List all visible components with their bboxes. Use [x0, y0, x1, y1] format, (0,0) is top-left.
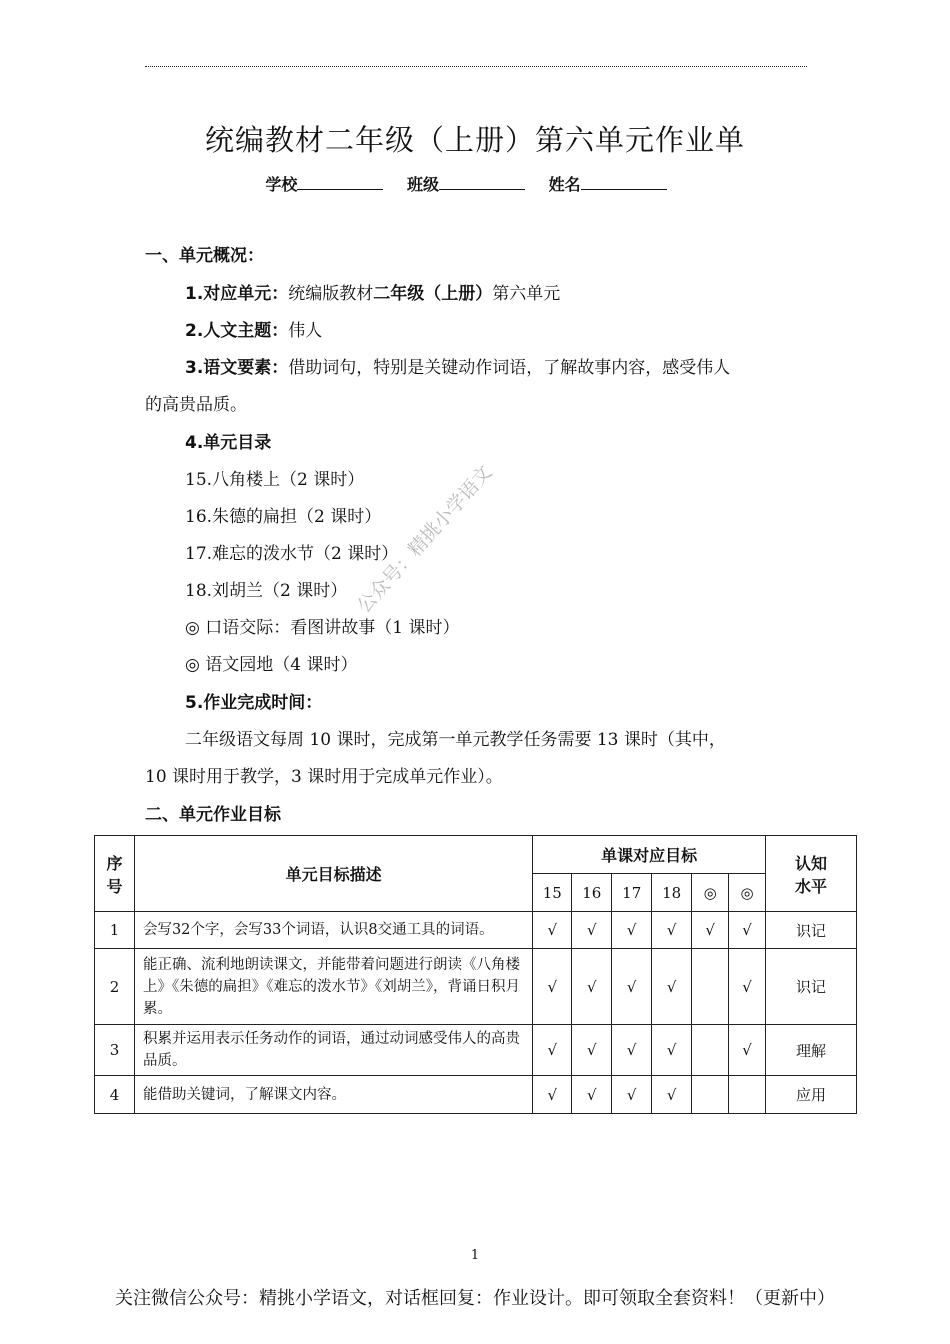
unit-text-b: 二年级（上册）	[373, 284, 493, 304]
section1-heading: 一、单元概况：	[145, 246, 264, 266]
header-level-1: 认知	[795, 853, 828, 873]
lesson-col: ◎	[729, 874, 766, 912]
row-mark: √	[612, 912, 652, 949]
row-mark: √	[652, 912, 692, 949]
contents-item: ◎ 语文园地（4 课时）	[185, 655, 358, 675]
name-blank[interactable]	[581, 175, 667, 190]
contents-item: 16.朱德的扁担（2 课时）	[185, 507, 382, 527]
row-mark: √	[652, 949, 692, 1025]
footer-promo: 关注微信公众号：精挑小学语文，对话框回复：作业设计。即可领取全套资料！（更新中）	[115, 1288, 835, 1309]
school-blank[interactable]	[297, 175, 383, 190]
row-level: 理解	[766, 1025, 857, 1076]
class-blank[interactable]	[439, 175, 525, 190]
row-seq: 1	[95, 912, 135, 949]
section2-heading: 二、单元作业目标	[145, 805, 281, 825]
unit-line	[185, 279, 560, 304]
row-mark	[692, 1076, 729, 1114]
header-level-2: 水平	[795, 876, 828, 896]
goals-table	[94, 835, 857, 1114]
row-desc: 能借助关键词，了解课文内容。	[134, 1076, 532, 1114]
row-desc: 积累并运用表示任务动作的词语，通过动词感受伟人的高贵品质。	[134, 1025, 532, 1076]
unit-text-a: 统编版教材	[288, 284, 374, 304]
row-mark	[692, 949, 729, 1025]
contents-item: 18.刘胡兰（2 课时）	[185, 581, 348, 601]
class-label: 班级	[406, 175, 439, 194]
row-mark: √	[729, 912, 766, 949]
contents-item: 17.难忘的泼水节（2 课时）	[185, 544, 399, 564]
row-level: 应用	[766, 1076, 857, 1114]
lesson-col: 15	[533, 874, 572, 912]
school-label: 学校	[265, 175, 298, 194]
row-desc: 能正确、流利地朗读课文，并能带着问题进行朗读《八角楼上》《朱德的扁担》《难忘的泼水节》《刘胡兰》，背诵日积月累。	[134, 949, 532, 1025]
row-mark: √	[652, 1025, 692, 1076]
row-mark	[692, 1025, 729, 1076]
table-row	[95, 949, 857, 1025]
page-title: 统编教材二年级（上册）第六单元作业单	[204, 123, 745, 157]
row-mark: √	[533, 912, 572, 949]
row-level: 识记	[766, 949, 857, 1025]
lesson-col: 17	[612, 874, 652, 912]
theme-label: 2.人文主题：	[185, 321, 289, 341]
row-mark: √	[572, 949, 612, 1025]
row-mark: √	[692, 912, 729, 949]
time-label: 5.作业完成时间：	[185, 693, 323, 713]
time-text-1: 二年级语文每周 10 课时，完成第一单元教学任务需要 13 课时（其中，	[185, 730, 726, 750]
watermark-text: 公众号：精挑小学语文	[352, 461, 497, 618]
contents-item: 15.八角楼上（2 课时）	[185, 470, 365, 490]
element-text-1: 借助词句，特别是关键动作词语，了解故事内容，感受伟人	[288, 358, 731, 378]
element-line	[185, 353, 730, 378]
row-seq: 4	[95, 1076, 135, 1114]
unit-text-c: 第六单元	[492, 284, 561, 304]
header-dotted-line	[145, 66, 807, 67]
lesson-col: ◎	[692, 874, 729, 912]
contents-label: 4.单元目录	[185, 433, 272, 453]
header-seq-2: 号	[106, 876, 123, 896]
row-seq: 2	[95, 949, 135, 1025]
row-mark: √	[612, 949, 652, 1025]
row-desc: 会写32个字，会写33个词语，认识8交通工具的词语。	[134, 912, 532, 949]
element-label: 3.语文要素：	[185, 358, 289, 378]
student-info-row	[0, 172, 950, 195]
lesson-col: 16	[572, 874, 612, 912]
row-mark: √	[652, 1076, 692, 1114]
header-level	[766, 836, 857, 912]
page-number: 1	[470, 1248, 480, 1263]
lesson-col: 18	[652, 874, 692, 912]
contents-item: ◎ 口语交际：看图讲故事（1 课时）	[185, 618, 460, 638]
row-mark: √	[612, 1076, 652, 1114]
element-text-2: 的高贵品质。	[145, 395, 247, 415]
row-mark: √	[533, 1025, 572, 1076]
time-text-2: 10 课时用于教学，3 课时用于完成单元作业）。	[145, 767, 503, 787]
row-mark: √	[729, 949, 766, 1025]
table-row	[95, 912, 857, 949]
row-level: 识记	[766, 912, 857, 949]
row-mark: √	[572, 1025, 612, 1076]
header-seq	[95, 836, 135, 912]
row-mark: √	[572, 912, 612, 949]
table-row	[95, 1076, 857, 1114]
name-label: 姓名	[548, 175, 581, 194]
unit-label: 1.对应单元：	[185, 284, 289, 304]
theme-line	[185, 316, 322, 341]
row-mark	[729, 1076, 766, 1114]
row-mark: √	[729, 1025, 766, 1076]
header-seq-1: 序	[106, 853, 123, 873]
table-row	[95, 1025, 857, 1076]
row-mark: √	[533, 1076, 572, 1114]
row-seq: 3	[95, 1025, 135, 1076]
row-mark: √	[533, 949, 572, 1025]
header-desc: 单元目标描述	[134, 836, 532, 912]
header-lessons: 单课对应目标	[533, 836, 766, 874]
row-mark: √	[612, 1025, 652, 1076]
theme-text: 伟人	[288, 321, 323, 341]
row-mark: √	[572, 1076, 612, 1114]
